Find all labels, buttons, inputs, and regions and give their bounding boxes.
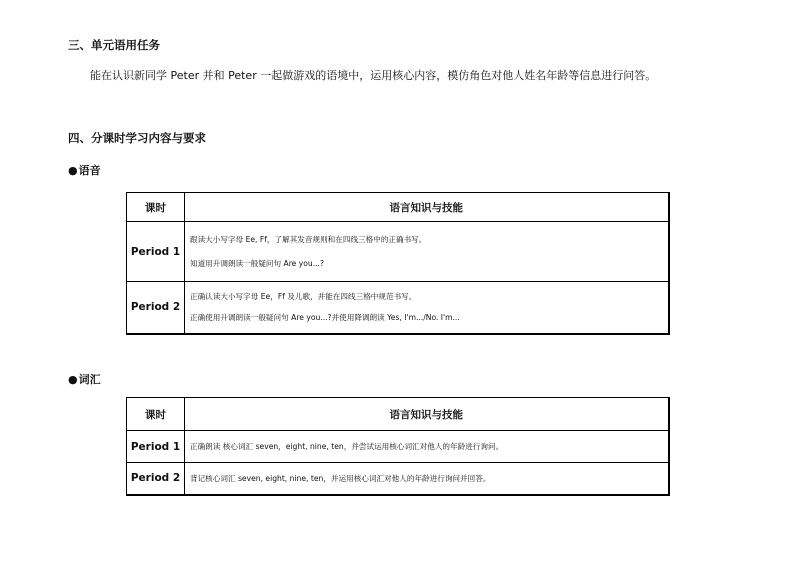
- pronunciation-label: 语音: [78, 164, 101, 177]
- table-header-row: [127, 398, 669, 431]
- content-line: 正确朗读 核心词汇 seven，eight, nine, ten，并尝试运用核心词汇对他人的年龄进行询问。: [190, 441, 504, 451]
- vocabulary-table: [126, 397, 670, 496]
- column-header-period: 课时: [127, 193, 185, 222]
- section-3-heading: 三、单元语用任务: [68, 38, 160, 52]
- column-header-content: 语言知识与技能: [185, 398, 669, 431]
- content-line: 跟读大小写字母 Ee, Ff，了解其发音规则和在四线三格中的正确书写。: [190, 235, 427, 245]
- section-3-paragraph: 能在认识新同学 Peter 并和 Peter 一起做游戏的语境中，运用核心内容，模仿角色对他人姓名年龄等信息进行问答。: [90, 69, 657, 82]
- content-line: 背记核心词汇 seven, eight, nine, ten，并运用核心词汇对他人的年龄进行询问并回答。: [190, 473, 491, 483]
- pronunciation-bullet: [68, 162, 101, 178]
- table-header-row: [127, 193, 669, 222]
- content-line: 正确认读大小写字母 Ee，Ff 及儿歌，并能在四线三格中规范书写。: [190, 291, 417, 301]
- period-cell: Period 1: [127, 222, 185, 282]
- content-cell: [185, 431, 669, 463]
- content-cell: [185, 463, 669, 495]
- table-row: [127, 282, 669, 334]
- table-row: [127, 463, 669, 495]
- period-cell: Period 2: [127, 282, 185, 334]
- period-cell: Period 2: [127, 463, 185, 495]
- pronunciation-table: [126, 192, 670, 335]
- period-cell: Period 1: [127, 431, 185, 463]
- table-row: [127, 431, 669, 463]
- content-cell: [185, 282, 669, 334]
- column-header-period: 课时: [127, 398, 185, 431]
- content-line: 知道用升调朗读一般疑问句 Are you...?: [190, 258, 324, 268]
- content-line: 正确使用升调朗读一般疑问句 Are you...?并使用降调朗读 Yes, I'm.../No. I'm...: [190, 313, 460, 323]
- content-cell: [185, 222, 669, 282]
- bullet-dot-icon: ●: [68, 373, 78, 386]
- column-header-content: 语言知识与技能: [185, 193, 669, 222]
- vocabulary-bullet: [68, 371, 101, 387]
- table-row: [127, 222, 669, 282]
- section-4-heading: 四、分课时学习内容与要求: [68, 131, 206, 145]
- bullet-dot-icon: ●: [68, 164, 78, 177]
- vocabulary-label: 词汇: [78, 373, 101, 386]
